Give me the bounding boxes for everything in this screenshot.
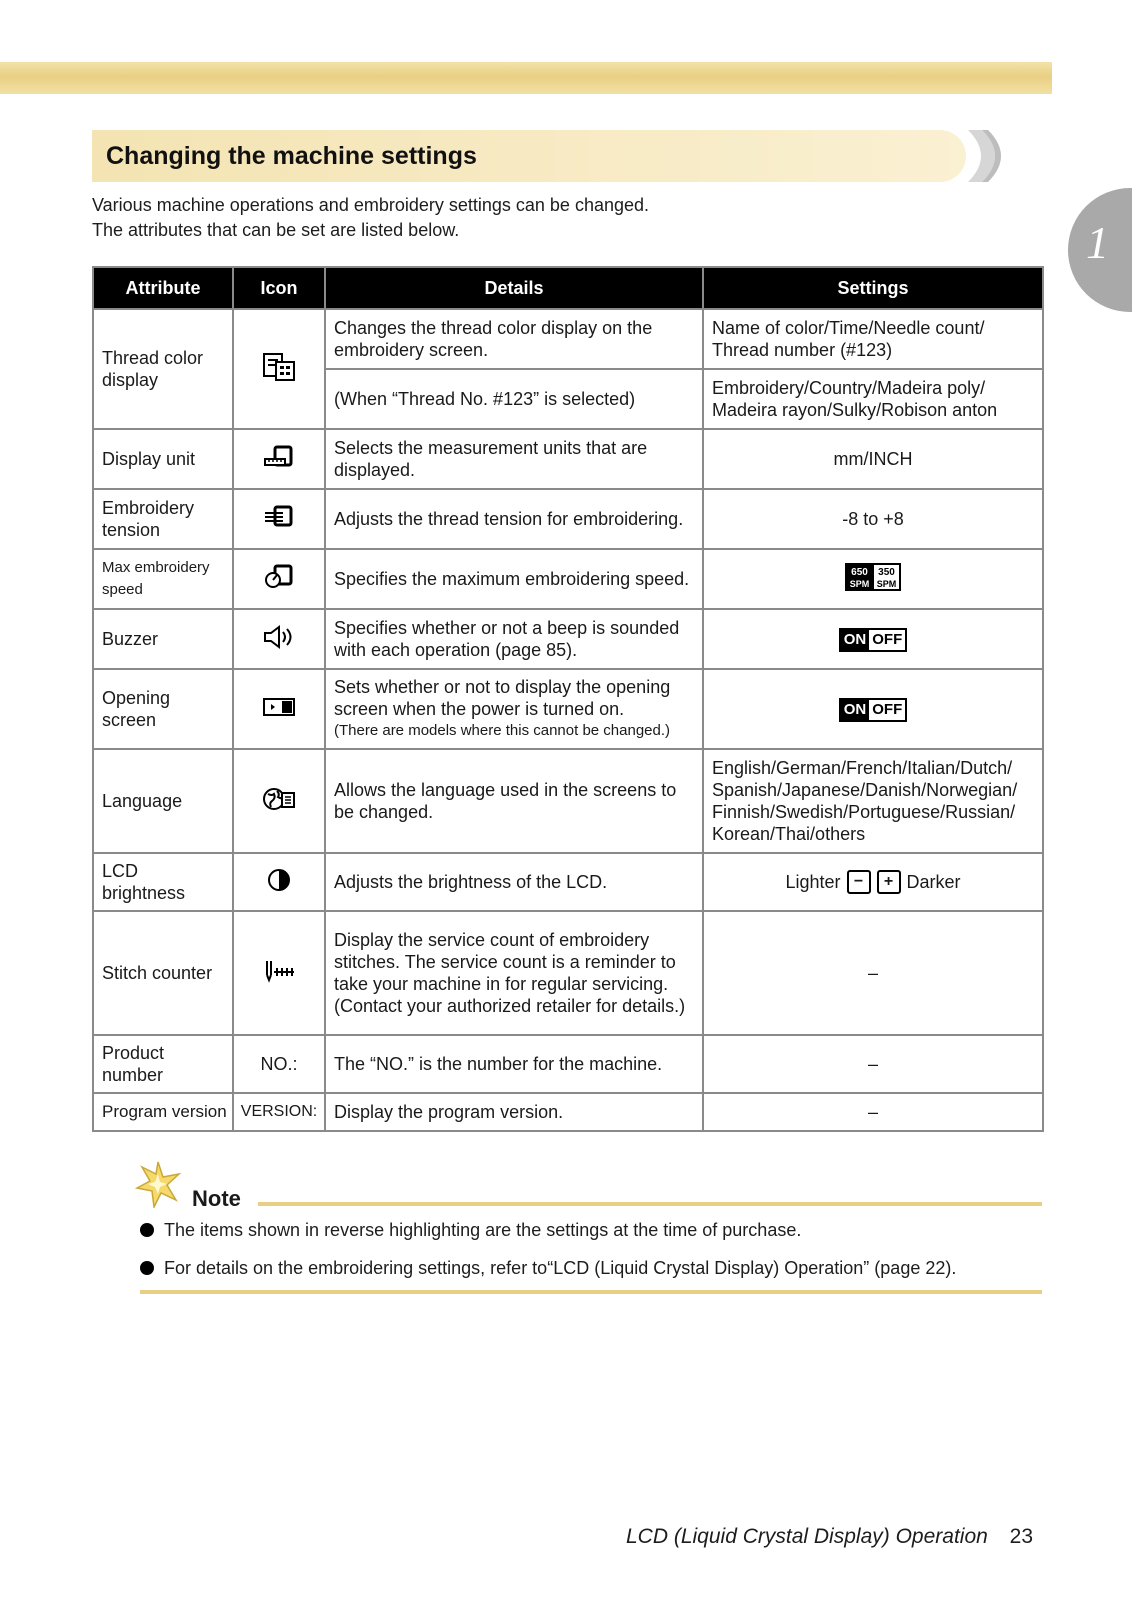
settings-table xyxy=(92,266,1044,1132)
on-option: ON xyxy=(841,700,870,720)
note-bullet xyxy=(140,1220,801,1241)
intro-text xyxy=(92,193,649,243)
table-row xyxy=(93,1093,1043,1131)
on-off-toggle xyxy=(839,698,908,722)
details-cell: Adjusts the thread tension for embroidering. xyxy=(325,489,703,549)
speed-option-unit: SPM xyxy=(849,578,870,589)
attribute-cell: LCD brightness xyxy=(93,853,233,911)
brightness-control xyxy=(785,870,960,894)
attribute-cell: Buzzer xyxy=(93,609,233,669)
chapter-tab xyxy=(1068,188,1132,312)
section-header xyxy=(92,130,966,182)
table-row xyxy=(93,669,1043,749)
icon-cell xyxy=(233,549,325,609)
page-footer xyxy=(626,1525,1033,1549)
icon-cell xyxy=(233,669,325,749)
details-text: Sets whether or not to display the opening screen when the power is turned on. xyxy=(334,677,671,719)
thread-color-icon xyxy=(262,352,296,382)
minus-icon: − xyxy=(847,870,871,894)
icon-cell xyxy=(233,853,325,911)
icon-cell xyxy=(233,911,325,1035)
icon-cell xyxy=(233,489,325,549)
speed-icon xyxy=(263,564,295,590)
details-cell xyxy=(325,669,703,749)
icon-cell xyxy=(233,309,325,429)
details-cell: Display the service count of embroidery stitches. The service count is a reminder to take your machine in for regular servicing. (Contact your authorized retailer for details.) xyxy=(325,911,703,1035)
off-option: OFF xyxy=(869,700,905,720)
details-note: (There are models where this cannot be changed.) xyxy=(334,722,671,739)
icon-cell: NO.: xyxy=(233,1035,325,1093)
column-header: Details xyxy=(325,267,703,309)
section-title: Changing the machine settings xyxy=(106,142,477,170)
attribute-cell: Embroidery tension xyxy=(93,489,233,549)
details-cell: Display the program version. xyxy=(325,1093,703,1131)
settings-cell: – xyxy=(703,911,1043,1035)
settings-cell: Embroidery/Country/Madeira poly/ Madeira rayon/Sulky/Robison anton xyxy=(703,369,1043,429)
icon-cell: VERSION: xyxy=(233,1093,325,1131)
intro-line: The attributes that can be set are listed below. xyxy=(92,220,460,240)
table-row xyxy=(93,549,1043,609)
speed-options-icon xyxy=(845,563,901,591)
on-off-toggle xyxy=(839,628,908,652)
table-row xyxy=(93,1035,1043,1093)
settings-cell xyxy=(703,853,1043,911)
table-row xyxy=(93,853,1043,911)
column-header: Icon xyxy=(233,267,325,309)
table-header-row xyxy=(93,267,1043,309)
details-cell: Allows the language used in the screens to be changed. xyxy=(325,749,703,853)
attribute-cell: Language xyxy=(93,749,233,853)
brightness-icon xyxy=(266,867,292,893)
settings-cell xyxy=(703,609,1043,669)
settings-cell: – xyxy=(703,1093,1043,1131)
bullet-icon xyxy=(140,1223,154,1237)
details-cell: Adjusts the brightness of the LCD. xyxy=(325,853,703,911)
table-row xyxy=(93,911,1043,1035)
settings-cell: Name of color/Time/Needle count/ Thread number (#123) xyxy=(703,309,1043,369)
footer-title: LCD (Liquid Crystal Display) Operation xyxy=(626,1525,988,1548)
darker-label: Darker xyxy=(906,872,961,892)
opening-screen-icon xyxy=(262,695,296,719)
table-row xyxy=(93,609,1043,669)
attribute-cell: Stitch counter xyxy=(93,911,233,1035)
table-row xyxy=(93,429,1043,489)
lighter-label: Lighter xyxy=(785,872,841,892)
settings-cell: – xyxy=(703,1035,1043,1093)
note-divider xyxy=(258,1202,1042,1206)
settings-cell: English/German/French/Italian/Dutch/ Spanish/Japanese/Danish/Norwegian/ Finnish/Swedish/Portuguese/Russian/ Korean/Thai/others xyxy=(703,749,1043,853)
attribute-cell: Product number xyxy=(93,1035,233,1093)
plus-icon: + xyxy=(877,870,901,894)
details-cell: Specifies whether or not a beep is sounded with each operation (page 85). xyxy=(325,609,703,669)
attribute-cell: Max embroidery speed xyxy=(93,549,233,609)
attribute-cell: Opening screen xyxy=(93,669,233,749)
note-bullet-text: The items shown in reverse highlighting are the settings at the time of purchase. xyxy=(164,1220,802,1240)
table-row xyxy=(93,749,1043,853)
icon-cell xyxy=(233,609,325,669)
chapter-number: 1 xyxy=(1086,217,1109,268)
column-header: Settings xyxy=(703,267,1043,309)
stitch-counter-icon xyxy=(262,959,296,983)
off-option: OFF xyxy=(869,630,905,650)
column-header: Attribute xyxy=(93,267,233,309)
note-bottom-divider xyxy=(140,1290,1042,1294)
attribute-cell: Thread color display xyxy=(93,309,233,429)
bullet-icon xyxy=(140,1261,154,1275)
settings-cell xyxy=(703,549,1043,609)
note-star-icon xyxy=(134,1160,182,1208)
attribute-cell: Display unit xyxy=(93,429,233,489)
intro-line: Various machine operations and embroidery settings can be changed. xyxy=(92,195,650,215)
note-bullet xyxy=(140,1258,956,1279)
language-icon xyxy=(262,785,296,813)
speed-option-350: 350 xyxy=(878,566,895,578)
section-arrow-icon xyxy=(968,130,1012,182)
table-row xyxy=(93,489,1043,549)
note-bullet-text: For details on the embroidering settings, refer to“LCD (Liquid Crystal Display) Operation” (page 22). xyxy=(164,1258,957,1278)
on-option: ON xyxy=(841,630,870,650)
details-cell: Specifies the maximum embroidering speed. xyxy=(325,549,703,609)
icon-cell xyxy=(233,429,325,489)
details-cell: Selects the measurement units that are displayed. xyxy=(325,429,703,489)
tension-icon xyxy=(263,505,295,529)
speed-option-unit: SPM xyxy=(876,578,897,589)
display-unit-icon xyxy=(263,445,295,469)
icon-cell xyxy=(233,749,325,853)
table-row xyxy=(93,309,1043,369)
settings-cell: -8 to +8 xyxy=(703,489,1043,549)
note-title: Note xyxy=(192,1186,241,1211)
top-decorative-bar xyxy=(0,62,1052,94)
details-cell: (When “Thread No. #123” is selected) xyxy=(325,369,703,429)
settings-cell xyxy=(703,669,1043,749)
page-number: 23 xyxy=(1009,1525,1034,1548)
details-cell: Changes the thread color display on the embroidery screen. xyxy=(325,309,703,369)
details-cell: The “NO.” is the number for the machine. xyxy=(325,1035,703,1093)
attribute-cell: Program version xyxy=(93,1093,233,1131)
buzzer-icon xyxy=(262,624,296,650)
speed-option-650: 650 xyxy=(851,566,868,578)
settings-cell: mm/INCH xyxy=(703,429,1043,489)
